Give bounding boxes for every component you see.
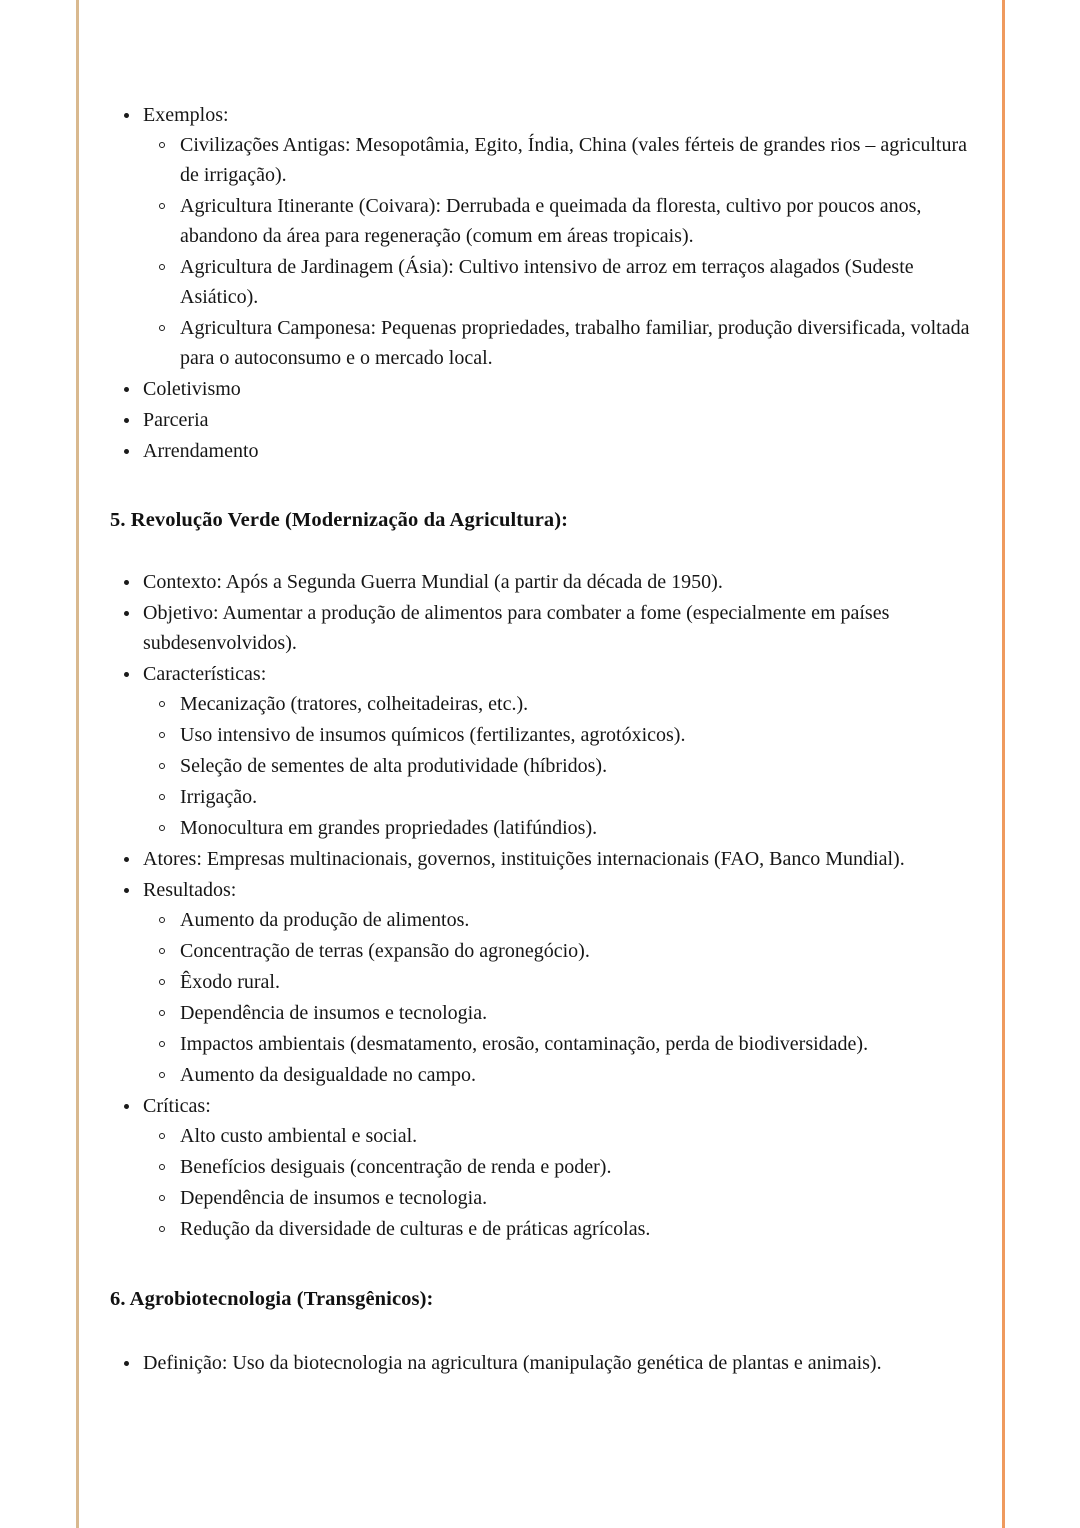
sub-list-item bbox=[143, 720, 990, 750]
bullet-list bbox=[110, 100, 990, 466]
disc-bullet-icon bbox=[124, 857, 129, 862]
list-item-text: Resultados: bbox=[143, 879, 237, 902]
list-item bbox=[110, 659, 990, 843]
list-item-text: Definição: Uso da biotecnologia na agricultura (manipulação genética de plantas e animais). bbox=[143, 1352, 882, 1375]
circle-bullet-icon bbox=[159, 203, 165, 209]
sub-list-item-text: Benefícios desiguais (concentração de renda e poder). bbox=[180, 1156, 612, 1179]
sub-list-item-text: Monocultura em grandes propriedades (latifúndios). bbox=[180, 817, 598, 840]
sub-list-item-text: Dependência de insumos e tecnologia. bbox=[180, 1187, 488, 1210]
list-item bbox=[110, 405, 990, 435]
sub-list-item-text: Dependência de insumos e tecnologia. bbox=[180, 1002, 488, 1025]
list-item bbox=[110, 1348, 990, 1378]
list-item-text: Características: bbox=[143, 663, 267, 686]
sub-bullet-list bbox=[143, 905, 990, 1090]
list-item bbox=[110, 374, 990, 404]
sub-bullet-list bbox=[143, 689, 990, 843]
disc-bullet-icon bbox=[124, 580, 129, 585]
list-item bbox=[110, 436, 990, 466]
list-item bbox=[110, 875, 990, 1090]
disc-bullet-icon bbox=[124, 418, 129, 423]
sub-list-item bbox=[143, 191, 990, 251]
sub-list-item-text: Uso intensivo de insumos químicos (fertilizantes, agrotóxicos). bbox=[180, 724, 686, 747]
disc-bullet-icon bbox=[124, 449, 129, 454]
disc-bullet-icon bbox=[124, 611, 129, 616]
section-heading-6: 6. Agrobiotecnologia (Transgênicos): bbox=[110, 1288, 434, 1311]
section-heading-block bbox=[110, 1286, 990, 1312]
sub-list-item-text: Êxodo rural. bbox=[180, 971, 280, 994]
circle-bullet-icon bbox=[159, 979, 165, 985]
sub-list-item bbox=[143, 751, 990, 781]
circle-bullet-icon bbox=[159, 1195, 165, 1201]
sub-list-item-text: Aumento da produção de alimentos. bbox=[180, 909, 470, 932]
circle-bullet-icon bbox=[159, 1164, 165, 1170]
document-content bbox=[110, 100, 990, 1379]
sub-list-item bbox=[143, 936, 990, 966]
sub-list-item-text: Concentração de terras (expansão do agronegócio). bbox=[180, 940, 590, 963]
sub-list-item bbox=[143, 1121, 990, 1151]
circle-bullet-icon bbox=[159, 701, 165, 707]
circle-bullet-icon bbox=[159, 917, 165, 923]
list-item-text: Exemplos: bbox=[143, 104, 229, 126]
list-item-text: Coletivismo bbox=[143, 378, 241, 400]
list-item-text: Parceria bbox=[143, 409, 209, 431]
sub-list-item bbox=[143, 689, 990, 719]
sub-list-item bbox=[143, 998, 990, 1028]
circle-bullet-icon bbox=[159, 1226, 165, 1232]
sub-list-item bbox=[143, 1060, 990, 1090]
sub-list-item bbox=[143, 313, 990, 373]
bullet-list bbox=[110, 1348, 990, 1378]
list-item-text: Contexto: Após a Segunda Guerra Mundial (a partir da década de 1950). bbox=[143, 571, 723, 594]
disc-bullet-icon bbox=[124, 888, 129, 893]
sub-list-item-text: Agricultura de Jardinagem (Ásia): Cultivo intensivo de arroz em terraços alagados (Sudeste Asiático). bbox=[180, 256, 914, 308]
circle-bullet-icon bbox=[159, 1041, 165, 1047]
sub-list-item-text: Agricultura Itinerante (Coivara): Derrubada e queimada da floresta, cultivo por poucos anos, abandono da área para regeneração (comum em áreas tropicais). bbox=[180, 195, 922, 247]
sub-list-item-text: Irrigação. bbox=[180, 786, 258, 809]
sub-list-item-text: Aumento da desigualdade no campo. bbox=[180, 1064, 477, 1087]
list-item-text: Atores: Empresas multinacionais, governos, instituições internacionais (FAO, Banco Mundial). bbox=[143, 848, 905, 871]
list-item-text: Objetivo: Aumentar a produção de alimentos para combater a fome (especialmente em países subdesenvolvidos). bbox=[143, 602, 890, 655]
list-item bbox=[110, 844, 990, 874]
circle-bullet-icon bbox=[159, 763, 165, 769]
circle-bullet-icon bbox=[159, 1072, 165, 1078]
sub-list-item-text: Impactos ambientais (desmatamento, erosão, contaminação, perda de biodiversidade). bbox=[180, 1033, 869, 1056]
sub-list-item-text: Civilizações Antigas: Mesopotâmia, Egito, Índia, China (vales férteis de grandes rios – agricultura de irrigação). bbox=[180, 134, 968, 186]
circle-bullet-icon bbox=[159, 825, 165, 831]
bullet-list bbox=[110, 567, 990, 1244]
list-item-text: Arrendamento bbox=[143, 440, 259, 462]
sub-list-item bbox=[143, 130, 990, 190]
disc-bullet-icon bbox=[124, 1104, 129, 1109]
sub-bullet-list bbox=[143, 130, 990, 373]
sub-list-item-text: Agricultura Camponesa: Pequenas propriedades, trabalho familiar, produção diversificada, voltada para o autoconsumo e o mercado local. bbox=[180, 317, 970, 369]
circle-bullet-icon bbox=[159, 1010, 165, 1016]
list-item bbox=[110, 1091, 990, 1244]
sub-list-item bbox=[143, 1214, 990, 1244]
circle-bullet-icon bbox=[159, 948, 165, 954]
document-page bbox=[76, 0, 1004, 1528]
list-item bbox=[110, 100, 990, 373]
section-heading-block bbox=[110, 507, 990, 533]
sub-list-item-text: Redução da diversidade de culturas e de práticas agrícolas. bbox=[180, 1218, 651, 1241]
sub-list-item bbox=[143, 1152, 990, 1182]
circle-bullet-icon bbox=[159, 325, 165, 331]
sub-list-item bbox=[143, 782, 990, 812]
sub-list-item bbox=[143, 905, 990, 935]
list-item bbox=[110, 567, 990, 597]
sub-list-item-text: Seleção de sementes de alta produtividade (híbridos). bbox=[180, 755, 608, 778]
circle-bullet-icon bbox=[159, 794, 165, 800]
sub-list-item bbox=[143, 967, 990, 997]
disc-bullet-icon bbox=[124, 672, 129, 677]
sub-list-item bbox=[143, 252, 990, 312]
sub-bullet-list bbox=[143, 1121, 990, 1244]
sub-list-item-text: Alto custo ambiental e social. bbox=[180, 1125, 418, 1148]
list-item-text: Críticas: bbox=[143, 1095, 211, 1118]
disc-bullet-icon bbox=[124, 113, 129, 118]
circle-bullet-icon bbox=[159, 264, 165, 270]
sub-list-item bbox=[143, 1029, 990, 1059]
circle-bullet-icon bbox=[159, 732, 165, 738]
sub-list-item bbox=[143, 1183, 990, 1213]
sub-list-item bbox=[143, 813, 990, 843]
list-item bbox=[110, 598, 990, 658]
circle-bullet-icon bbox=[159, 142, 165, 148]
circle-bullet-icon bbox=[159, 1133, 165, 1139]
section-heading-5: 5. Revolução Verde (Modernização da Agricultura): bbox=[110, 509, 569, 531]
disc-bullet-icon bbox=[124, 1361, 129, 1366]
disc-bullet-icon bbox=[124, 387, 129, 392]
sub-list-item-text: Mecanização (tratores, colheitadeiras, etc.). bbox=[180, 693, 529, 716]
